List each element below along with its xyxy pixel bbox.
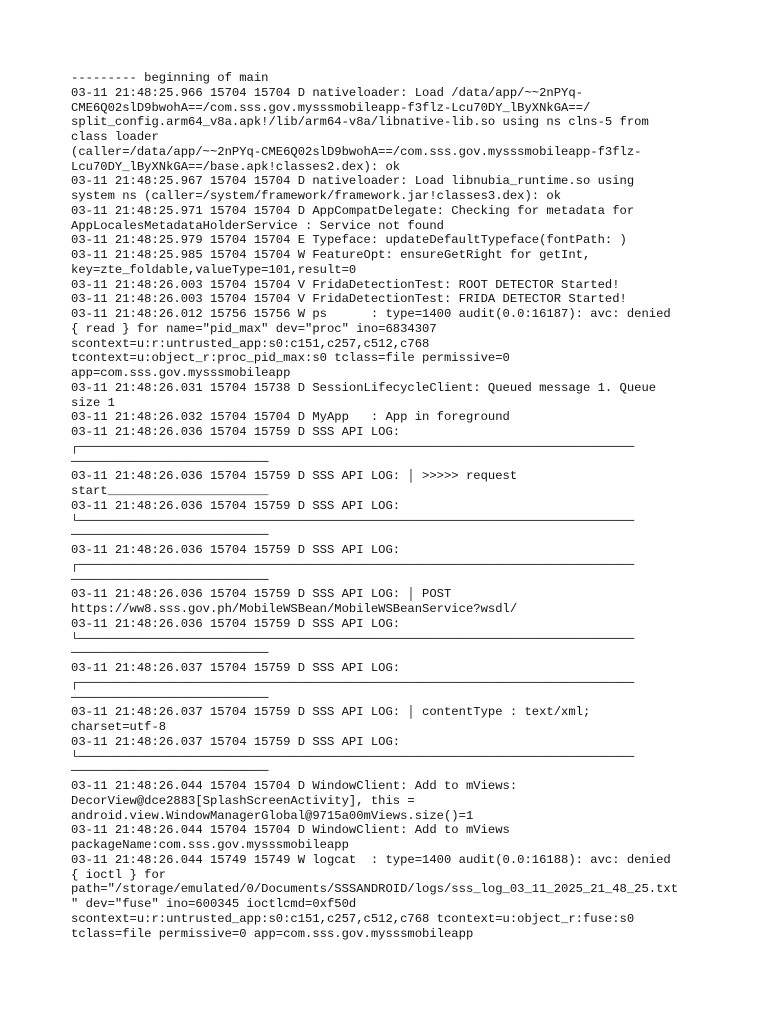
log-line: 03-11 21:48:25.979 15704 15704 E Typeface: updateDefaultTypeface(fontPath: ) — [71, 233, 627, 248]
log-line: 03-11 21:48:26.003 15704 15704 V FridaDetectionTest: ROOT DETECTOR Started! — [71, 277, 620, 292]
log-line: CME6Q02slD9bwohA==/com.sss.gov.mysssmobileapp-f3flz-Lcu70DY_lByXNkGA==/ — [71, 100, 591, 115]
log-line: 03-11 21:48:26.044 15749 15749 W logcat : type=1400 audit(0.0:16188): avc: denied — [71, 852, 671, 867]
log-line: 03-11 21:48:26.036 15704 15759 D SSS API LOG: — [71, 425, 401, 439]
log-line: packageName:com.sss.gov.mysssmobileapp — [71, 838, 349, 852]
log-line: └──────────────────────────────────────────────────────────────────────────── — [71, 513, 635, 528]
log-line: split_config.arm64_v8a.apk!/lib/arm64-v8a/libnative-lib.so using ns clns-5 from — [71, 115, 649, 130]
logcat-text — [71, 71, 699, 941]
log-line: scontext=u:r:untrusted_app:s0:c151,c257,c512,c768 — [71, 336, 430, 351]
log-line: 03-11 21:48:26.031 15704 15738 D SessionLifecycleClient: Queued message 1. Queue — [71, 380, 657, 395]
log-line: 03-11 21:48:26.032 15704 15704 D MyApp : App in foreground — [71, 410, 510, 425]
log-line: 03-11 21:48:26.044 15704 15704 D WindowClient: Add to mViews — [71, 823, 510, 838]
log-line: ─────────────────────────── — [71, 572, 269, 587]
log-line: path="/storage/emulated/0/Documents/SSSANDROID/logs/sss_log_03_11_2025_21_48_25.txt — [71, 882, 679, 897]
log-line: ─────────────────────────── — [71, 646, 269, 661]
log-line: class loader — [71, 130, 159, 144]
log-line: 03-11 21:48:25.967 15704 15704 D nativeloader: Load libnubia_runtime.so using — [71, 174, 635, 189]
log-line: (caller=/data/app/~~2nPYq-CME6Q02slD9bwohA==/com.sss.gov.mysssmobileapp-f3flz- — [71, 144, 642, 159]
log-line: 03-11 21:48:26.036 15704 15759 D SSS API LOG: │ >>>>> request — [71, 469, 518, 484]
log-line: system ns (caller=/system/framework/framework.jar!classes3.dex): ok — [71, 189, 562, 203]
log-line: └──────────────────────────────────────────────────────────────────────────── — [71, 631, 635, 646]
log-line: 03-11 21:48:26.003 15704 15704 V FridaDetectionTest: FRIDA DETECTOR Started! — [71, 292, 627, 307]
log-line: 03-11 21:48:26.037 15704 15759 D SSS API LOG: — [71, 661, 401, 675]
log-line: └──────────────────────────────────────────────────────────────────────────── — [71, 749, 635, 764]
log-line: start______________________ — [71, 484, 269, 498]
log-line: size 1 — [71, 395, 115, 410]
log-line: 03-11 21:48:25.971 15704 15704 D AppCompatDelegate: Checking for metadata for — [71, 203, 635, 218]
log-line: tclass=file permissive=0 app=com.sss.gov.mysssmobileapp — [71, 926, 474, 941]
log-line: DecorView@dce2883[SplashScreenActivity], this = — [71, 793, 415, 808]
log-line: tcontext=u:object_r:proc_pid_max:s0 tclass=file permissive=0 — [71, 351, 510, 366]
log-line: 03-11 21:48:26.036 15704 15759 D SSS API LOG: — [71, 543, 401, 557]
log-line: 03-11 21:48:26.036 15704 15759 D SSS API LOG: │ POST — [71, 587, 452, 602]
log-line: 03-11 21:48:26.036 15704 15759 D SSS API LOG: — [71, 616, 401, 631]
log-line: ─────────────────────────── — [71, 764, 269, 779]
log-line: " dev="fuse" ino=600345 ioctlcmd=0xf50d — [71, 897, 357, 911]
log-line: ┌──────────────────────────────────────────────────────────────────────────── — [71, 675, 635, 690]
log-line: ─────────────────────────── — [71, 454, 269, 469]
log-line: scontext=u:r:untrusted_app:s0:c151,c257,c512,c768 tcontext=u:object_r:fuse:s0 — [71, 911, 635, 926]
log-line: ┌──────────────────────────────────────────────────────────────────────────── — [71, 557, 635, 572]
log-line: 03-11 21:48:26.012 15756 15756 W ps : type=1400 audit(0.0:16187): avc: denied — [71, 307, 671, 321]
log-line: https://ww8.sss.gov.ph/MobileWSBean/MobileWSBeanService?wsdl/ — [71, 602, 518, 616]
log-line: 03-11 21:48:26.037 15704 15759 D SSS API LOG: │ contentType : text/xml; — [71, 705, 591, 720]
log-line: ┌──────────────────────────────────────────────────────────────────────────── — [71, 439, 635, 454]
log-line: 03-11 21:48:26.036 15704 15759 D SSS API LOG: — [71, 498, 401, 513]
log-line: AppLocalesMetadataHolderService : Service not found — [71, 218, 444, 233]
log-line: { read } for name="pid_max" dev="proc" ino=6834307 — [71, 321, 437, 336]
log-line: ─────────────────────────── — [71, 528, 269, 543]
log-line: charset=utf-8 — [71, 720, 167, 734]
log-line: 03-11 21:48:25.985 15704 15704 W FeatureOpt: ensureGetRight for getInt, — [71, 248, 591, 262]
log-line: --------- beginning of main — [71, 71, 269, 85]
log-line: android.view.WindowManagerGlobal@9715a00mViews.size()=1 — [71, 808, 474, 823]
log-line: 03-11 21:48:26.037 15704 15759 D SSS API LOG: — [71, 734, 401, 749]
log-line: 03-11 21:48:25.966 15704 15704 D nativeloader: Load /data/app/~~2nPYq- — [71, 85, 583, 100]
log-line: ─────────────────────────── — [71, 690, 269, 705]
log-line: app=com.sss.gov.mysssmobileapp — [71, 366, 291, 380]
log-line: key=zte_foldable,valueType=101,result=0 — [71, 262, 357, 277]
log-line: Lcu70DY_lByXNkGA==/base.apk!classes2.dex): ok — [71, 159, 401, 174]
log-line: { ioctl } for — [71, 867, 167, 882]
log-line: 03-11 21:48:26.044 15704 15704 D WindowClient: Add to mViews: — [71, 779, 518, 793]
